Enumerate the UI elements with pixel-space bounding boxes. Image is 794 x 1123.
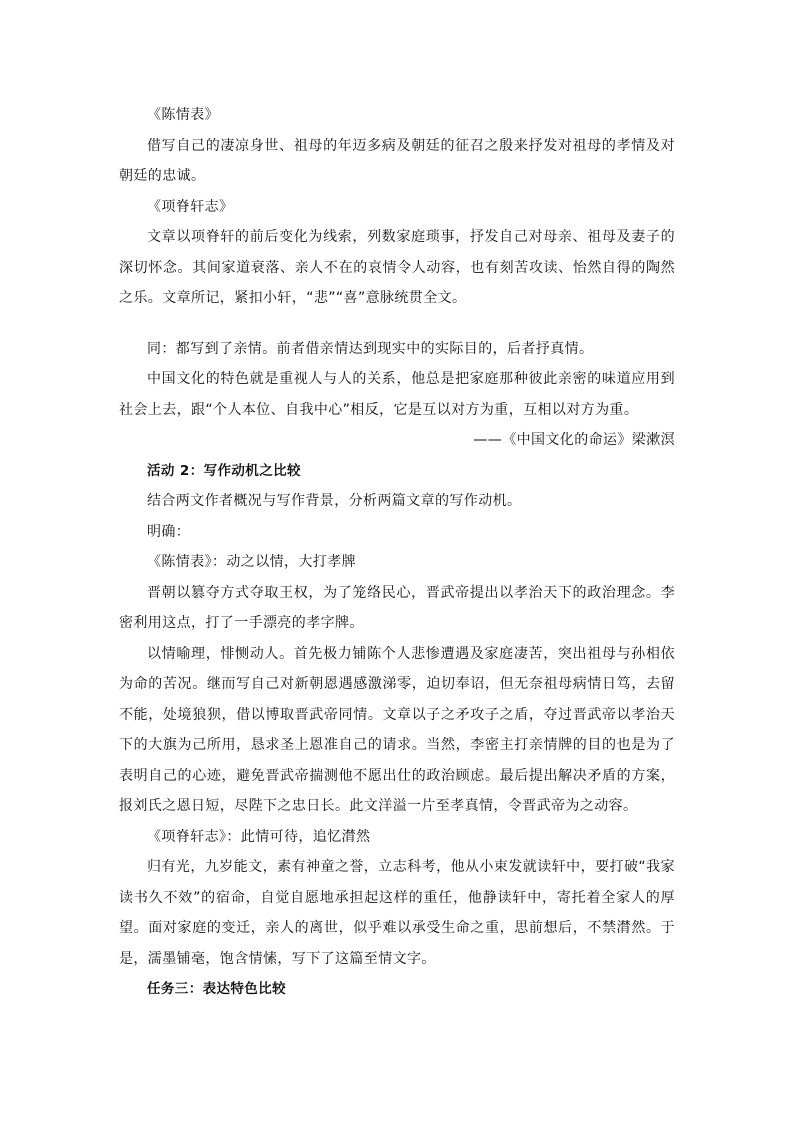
- paragraph-chenqingbiao-analysis: 以情喻理，悱恻动人。首先极力铺陈个人悲惨遭遇及家庭凄苦，突出祖母与孙相依为命的苦况。继而写自己对新朝恩遇感激涕零，迫切奉诏，但无奈祖母病情日笃，去留不能，处境狼狈，借以博取晋武帝同情。文章以子之矛攻子之盾，夺过晋武帝以孝治天下的大旗为己所用，恳求圣上恩准自己的请求。当然，李密主打亲情牌的目的也是为了表明自己的心迹，避免晋武帝揣测他不愿出仕的政治顾虑。最后提出解决矛盾的方案，报刘氏之恩日短，尽陛下之忠日长。此文洋溢一片至孝真情，令晋武帝为之动容。: [119, 645, 675, 814]
- paragraph-similarity: 同：都写到了亲情。前者借亲情达到现实中的实际目的，后者抒真情。: [147, 340, 594, 357]
- paragraph-jin-background: 晋朝以篡夺方式夺取王权，为了笼络民心，晋武帝提出以孝治天下的政治理念。李密利用这点，打了一手漂亮的孝字牌。: [119, 584, 675, 631]
- paragraph-xiangjixuanzhi-summary: 文章以项脊轩的前后变化为线索，列数家庭琐事，抒发自己对母亲、祖母及妻子的深切怀念。其间家道衰落、亲人不在的哀情令人动容，也有刻苦攻读、怡然自得的陶然之乐。文章所记，紧扣小轩，“悲”“喜”意脉统贯全文。: [119, 229, 675, 306]
- quote-attribution: ——《中国文化的命运》梁漱溟: [473, 432, 675, 448]
- clarify-label: 明确：: [147, 523, 191, 540]
- paragraph-chenqingbiao-summary: 借写自己的凄凉身世、祖母的年迈多病及朝廷的征召之殷来抒发对祖母的孝情及对朝廷的忠诚。: [119, 137, 675, 184]
- task-3-heading: 任务三：表达特色比较: [147, 981, 286, 997]
- spacer: [119, 314, 675, 334]
- heading-xiangjixuanzhi-2: 《项脊轩志》：此情可待，追忆潸然: [147, 828, 371, 845]
- paragraph-quote: 中国文化的特色就是重视人与人的关系，他总是把家庭那种彼此亲密的味道应用到社会上去，跟“个人本位、自我中心”相反，它是互以对方为重，互相以对方为重。: [119, 371, 675, 418]
- document-body: [119, 100, 675, 1005]
- heading-chenqingbiao-2: 《陈情表》：动之以情，大打孝牌: [147, 554, 356, 570]
- heading-xiangjixuanzhi-1: 《项脊轩志》: [147, 198, 234, 215]
- activity-2-instruction: 结合两文作者概况与写作背景，分析两篇文章的写作动机。: [147, 493, 522, 509]
- activity-2-heading: 活动 2：写作动机之比较: [147, 462, 301, 479]
- paragraph-guiyouguang: 归有光，九岁能文，素有神童之誉，立志科考，他从小束发就读轩中，要打破“我家读书久不效”的宿命，自觉自愿地承担起这样的重任，他静读轩中，寄托着全家人的厚望。面对家庭的变迁，亲人的离世，似乎难以承受生命之重，思前想后，不禁潸然。于是，濡墨铺毫，饱含情愫，写下了这篇至情文字。: [119, 859, 675, 967]
- heading-chenqingbiao-1: 《陈情表》: [147, 107, 219, 123]
